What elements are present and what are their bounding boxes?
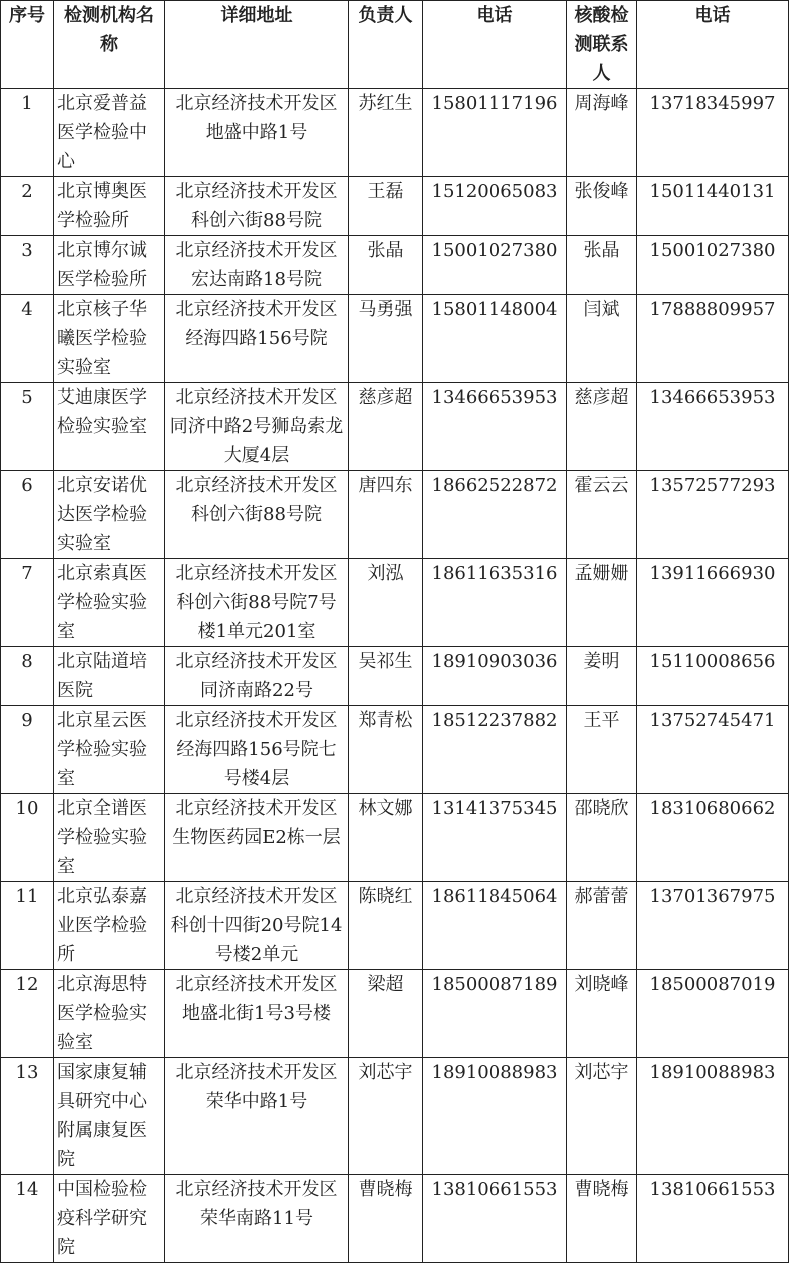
cell-responsible-person: 郑青松	[349, 706, 423, 794]
header-testing-contact: 核酸检测联系人	[567, 1, 637, 89]
cell-phone: 15801117196	[423, 89, 567, 177]
cell-responsible-person: 吴祁生	[349, 647, 423, 706]
cell-index: 4	[1, 295, 54, 383]
cell-contact-phone: 17888809957	[637, 295, 789, 383]
cell-phone: 18500087189	[423, 970, 567, 1058]
table-row	[1, 89, 789, 177]
cell-phone: 18512237882	[423, 706, 567, 794]
cell-phone: 15001027380	[423, 236, 567, 295]
cell-address: 北京经济技术开发区科创六街88号院	[165, 471, 349, 559]
cell-index: 1	[1, 89, 54, 177]
cell-index: 2	[1, 177, 54, 236]
cell-testing-contact: 邵晓欣	[567, 794, 637, 882]
cell-responsible-person: 梁超	[349, 970, 423, 1058]
cell-contact-phone: 18500087019	[637, 970, 789, 1058]
cell-index: 3	[1, 236, 54, 295]
cell-phone: 18611635316	[423, 559, 567, 647]
cell-institution-name: 北京弘泰嘉业医学检验所	[54, 882, 165, 970]
cell-phone: 18611845064	[423, 882, 567, 970]
table-row	[1, 882, 789, 970]
table-row	[1, 1175, 789, 1263]
cell-testing-contact: 王平	[567, 706, 637, 794]
table-row	[1, 706, 789, 794]
cell-index: 13	[1, 1058, 54, 1175]
cell-institution-name: 北京星云医学检验实验室	[54, 706, 165, 794]
table-header-row	[1, 1, 789, 89]
cell-testing-contact: 姜明	[567, 647, 637, 706]
cell-testing-contact: 郝蕾蕾	[567, 882, 637, 970]
cell-institution-name: 北京海思特医学检验实验室	[54, 970, 165, 1058]
cell-responsible-person: 慈彦超	[349, 383, 423, 471]
cell-institution-name: 北京索真医学检验实验室	[54, 559, 165, 647]
cell-index: 7	[1, 559, 54, 647]
cell-index: 10	[1, 794, 54, 882]
cell-address: 北京经济技术开发区荣华中路1号	[165, 1058, 349, 1175]
cell-contact-phone: 15011440131	[637, 177, 789, 236]
cell-contact-phone: 13810661553	[637, 1175, 789, 1263]
cell-testing-contact: 张晶	[567, 236, 637, 295]
table-row	[1, 295, 789, 383]
cell-contact-phone: 13911666930	[637, 559, 789, 647]
cell-institution-name: 中国检验检疫科学研究院	[54, 1175, 165, 1263]
table-row	[1, 794, 789, 882]
cell-phone: 18662522872	[423, 471, 567, 559]
cell-testing-contact: 慈彦超	[567, 383, 637, 471]
cell-address: 北京经济技术开发区地盛中路1号	[165, 89, 349, 177]
table-row	[1, 559, 789, 647]
cell-address: 北京经济技术开发区科创六街88号院7号楼1单元201室	[165, 559, 349, 647]
cell-testing-contact: 闫斌	[567, 295, 637, 383]
cell-contact-phone: 15001027380	[637, 236, 789, 295]
table-row	[1, 1058, 789, 1175]
cell-contact-phone: 15110008656	[637, 647, 789, 706]
cell-address: 北京经济技术开发区地盛北街1号3号楼	[165, 970, 349, 1058]
header-responsible-person: 负责人	[349, 1, 423, 89]
cell-index: 9	[1, 706, 54, 794]
cell-responsible-person: 林文娜	[349, 794, 423, 882]
cell-testing-contact: 孟姗姗	[567, 559, 637, 647]
cell-address: 北京经济技术开发区科创六街88号院	[165, 177, 349, 236]
cell-responsible-person: 陈晓红	[349, 882, 423, 970]
cell-address: 北京经济技术开发区宏达南路18号院	[165, 236, 349, 295]
cell-index: 6	[1, 471, 54, 559]
cell-testing-contact: 周海峰	[567, 89, 637, 177]
header-institution-name: 检测机构名称	[54, 1, 165, 89]
header-phone: 电话	[423, 1, 567, 89]
cell-phone: 18910088983	[423, 1058, 567, 1175]
cell-institution-name: 北京全谱医学检验实验室	[54, 794, 165, 882]
cell-responsible-person: 唐四东	[349, 471, 423, 559]
cell-responsible-person: 刘泓	[349, 559, 423, 647]
cell-responsible-person: 张晶	[349, 236, 423, 295]
cell-contact-phone: 18310680662	[637, 794, 789, 882]
cell-index: 12	[1, 970, 54, 1058]
cell-testing-contact: 霍云云	[567, 471, 637, 559]
cell-institution-name: 艾迪康医学检验实验室	[54, 383, 165, 471]
cell-address: 北京经济技术开发区科创十四街20号院14号楼2单元	[165, 882, 349, 970]
cell-responsible-person: 曹晓梅	[349, 1175, 423, 1263]
cell-address: 北京经济技术开发区同济南路22号	[165, 647, 349, 706]
cell-institution-name: 北京安诺优达医学检验实验室	[54, 471, 165, 559]
cell-institution-name: 北京博奥医学检验所	[54, 177, 165, 236]
cell-institution-name: 北京爱普益医学检验中心	[54, 89, 165, 177]
cell-institution-name: 北京陆道培医院	[54, 647, 165, 706]
cell-contact-phone: 13701367975	[637, 882, 789, 970]
header-address: 详细地址	[165, 1, 349, 89]
cell-contact-phone: 13718345997	[637, 89, 789, 177]
cell-contact-phone: 13752745471	[637, 706, 789, 794]
cell-phone: 13141375345	[423, 794, 567, 882]
cell-institution-name: 北京核子华曦医学检验实验室	[54, 295, 165, 383]
cell-responsible-person: 苏红生	[349, 89, 423, 177]
table-row	[1, 471, 789, 559]
cell-index: 11	[1, 882, 54, 970]
cell-address: 北京经济技术开发区生物医药园E2栋一层	[165, 794, 349, 882]
header-contact-phone: 电话	[637, 1, 789, 89]
cell-index: 8	[1, 647, 54, 706]
cell-institution-name: 北京博尔诚医学检验所	[54, 236, 165, 295]
cell-testing-contact: 刘晓峰	[567, 970, 637, 1058]
cell-address: 北京经济技术开发区经海四路156号院	[165, 295, 349, 383]
table-row	[1, 177, 789, 236]
cell-testing-contact: 张俊峰	[567, 177, 637, 236]
cell-phone: 13466653953	[423, 383, 567, 471]
cell-phone: 18910903036	[423, 647, 567, 706]
cell-responsible-person: 王磊	[349, 177, 423, 236]
cell-contact-phone: 13466653953	[637, 383, 789, 471]
table-row	[1, 383, 789, 471]
cell-phone: 15120065083	[423, 177, 567, 236]
cell-address: 北京经济技术开发区经海四路156号院七号楼4层	[165, 706, 349, 794]
cell-testing-contact: 曹晓梅	[567, 1175, 637, 1263]
table-row	[1, 647, 789, 706]
table-row	[1, 236, 789, 295]
cell-contact-phone: 13572577293	[637, 471, 789, 559]
cell-responsible-person: 刘芯宇	[349, 1058, 423, 1175]
header-index: 序号	[1, 1, 54, 89]
cell-address: 北京经济技术开发区荣华南路11号	[165, 1175, 349, 1263]
cell-index: 5	[1, 383, 54, 471]
cell-phone: 13810661553	[423, 1175, 567, 1263]
cell-index: 14	[1, 1175, 54, 1263]
cell-institution-name: 国家康复辅具研究中心附属康复医院	[54, 1058, 165, 1175]
cell-contact-phone: 18910088983	[637, 1058, 789, 1175]
cell-address: 北京经济技术开发区同济中路2号狮岛索龙大厦4层	[165, 383, 349, 471]
cell-phone: 15801148004	[423, 295, 567, 383]
cell-responsible-person: 马勇强	[349, 295, 423, 383]
table-row	[1, 970, 789, 1058]
cell-testing-contact: 刘芯宇	[567, 1058, 637, 1175]
